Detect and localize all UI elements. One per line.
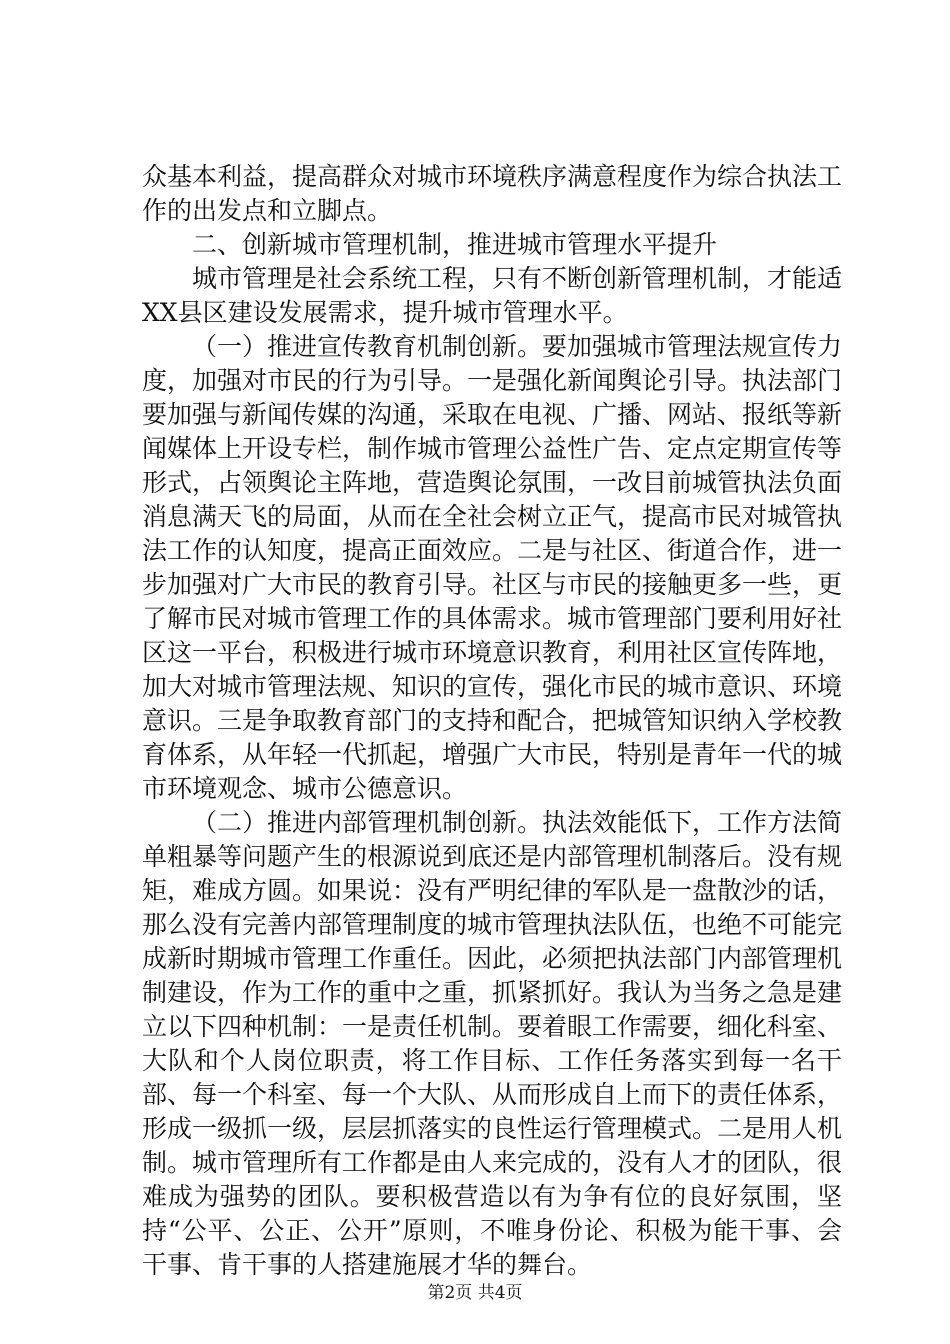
paragraph-intro: 城市管理是社会系统工程，只有不断创新管理机制，才能适XX县区建设发展需求，提升城市管理水平。 [142,264,843,327]
paragraph-internal-management: （二）推进内部管理机制创新。执法效能低下，工作方法简单粗暴等问题产生的根源说到底还是内部管理机制落后。没有规矩，难成方圆。如果说：没有严明纪律的军队是一盘散沙的话，那么没有完善内部管理制度的城市管理执法队伍，也绝不可能完成新时期城市管理工作重任。因此，必须把执法部门内部管理机制建设，作为工作的重中之重，抓紧抓好。我认为当务之急是建立以下四种机制：一是责任机制。要着眼工作需要，细化科室、大队和个人岗位职责，将工作目标、工作任务落实到每一名干部、每一个科室、每一个大队、从而形成自上而下的责任体系，形成一级抓一级，层层抓落实的良性运行管理模式。二是用人机制。城市管理所有工作都是由人来完成的，没有人才的团队，很难成为强势的团队。要积极营造以有为争有位的良好氛围，坚持“公平、公正、公开”原则，不唯身份论、积极为能干事、会干事、肯干事的人搭建施展才华的舞台。 [142,808,843,1279]
paragraph-continuation: 众基本利益，提高群众对城市环境秩序满意程度作为综合执法工作的出发点和立脚点。 [142,162,843,225]
section-heading: 二、创新城市管理机制，推进城市管理水平提升 [192,230,718,259]
paragraph-publicity-mechanism: （一）推进宣传教育机制创新。要加强城市管理法规宣传力度，加强对市民的行为引导。一是强化新闻舆论引导。执法部门要加强与新闻传媒的沟通，采取在电视、广播、网站、报纸等新闻媒体上开设专栏，制作城市管理公益性广告、定点定期宣传等形式，占领舆论主阵地，营造舆论氛围，一改目前城管执法负面消息满天飞的局面，从而在全社会树立正气，提高市民对城管执法工作的认知度，提高正面效应。二是与社区、街道合作，进一步加强对广大市民的教育引导。社区与市民的接触更多一些，更了解市民对城市管理工作的具体需求。城市管理部门要利用好社区这一平台，积极进行城市环境意识教育，利用社区宣传阵地，加大对城市管理法规、知识的宣传，强化市民的城市意识、环境意识。三是争取教育部门的支持和配合，把城管知识纳入学校教育体系，从年轻一代抓起，增强广大市民，特别是青年一代的城市环境观念、城市公德意识。 [142,332,843,803]
document-body [142,160,842,1282]
page-footer: 第2页 共4页 [427,1283,523,1303]
